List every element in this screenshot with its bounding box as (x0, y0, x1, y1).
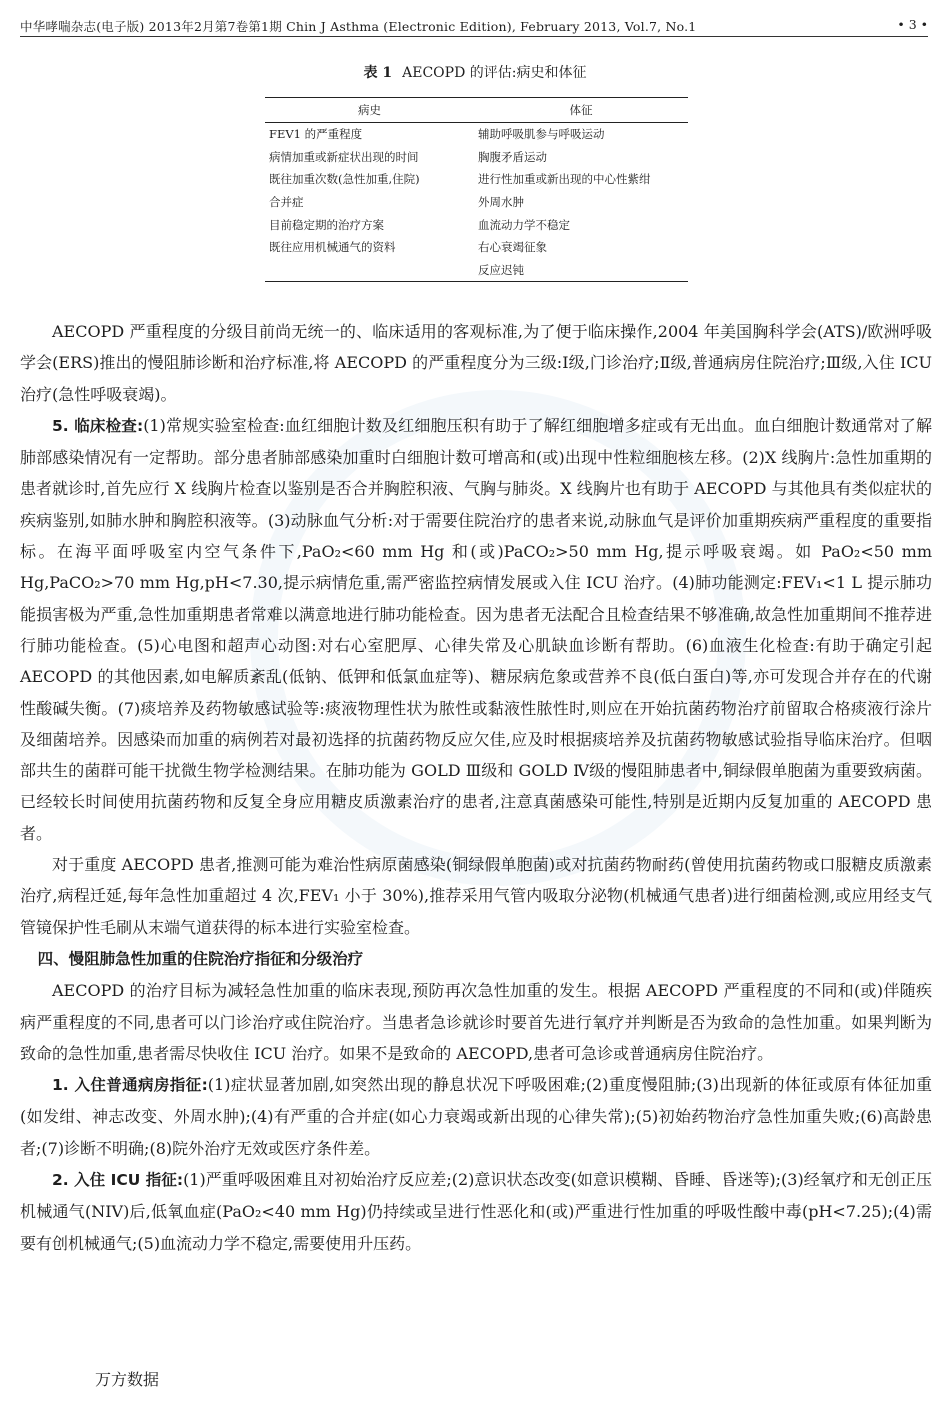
paragraph-clinical-exams (20, 410, 932, 849)
page-number: • 3 • (897, 17, 928, 32)
paragraph-severe-aecopd: 对于重度 AECOPD 患者,推测可能为难治性病原菌感染(铜绿假单胞菌)或对抗菌药物耐药(曾使用抗菌药物或口服糖皮质激素治疗,病程迁延,每年急性加重超过 4 次,FEV₁ 小于 30%),推荐采用气管内吸取分泌物(机械通气患者)进行细菌检测,或应用经支气管镜保护性毛刷从末端气道获得的标本进行实验室检查。 (20, 855, 932, 937)
paragraph-severity: AECOPD 严重程度的分级目前尚无统一的、临床适用的客观标准,为了便于临床操作,2004 年美国胸科学会(ATS)/欧洲呼吸学会(ERS)推出的慢阻肺诊断和治疗标准,将 AECOPD 的严重程度分为三级:Ⅰ级,门诊治疗;Ⅱ级,普通病房住院治疗;Ⅲ级,入住 ICU 治疗(急性呼吸衰竭)。 (20, 322, 932, 404)
paragraph-text: (1)严重呼吸困难且对初始治疗反应差;(2)意识状态改变(如意识模糊、昏睡、昏迷等);(3)经氧疗和无创正压机械通气(NIV)后,低氧血症(PaO₂<40 mm Hg)仍持续或呈进行性恶化和(或)严重进行性加重的呼吸性酸中毒(pH<7.25);(4)需要有创机械通气;(5)血流动力学不稳定,需要使用升压药。 (20, 1170, 932, 1253)
journal-citation: 中华哮喘杂志(电子版) 2013年2月第7卷第1期 Chin J Asthma (Electronic Edition), February 2013, Vol.7, No.1 (20, 19, 697, 34)
assessment-table (265, 97, 688, 282)
table-row (265, 213, 688, 236)
table-cell: 病情加重或新症状出现的时间 (269, 149, 419, 164)
table-title: AECOPD 的评估:病史和体征 (402, 65, 587, 81)
table-row (265, 168, 688, 191)
subheading-clinical-exams: 5. 临床检查: (52, 416, 144, 435)
subheading-icu: 2. 入住 ICU 指征: (52, 1171, 184, 1190)
section-heading-text: 四、慢阻肺急性加重的住院治疗指征和分级治疗 (37, 949, 364, 968)
wanfang-watermark: 万方数据 (95, 1370, 160, 1389)
paragraph-treatment-goal: AECOPD 的治疗目标为减轻急性加重的临床表现,预防再次急性加重的发生。根据 AECOPD 严重程度的不同和(或)伴随疾病严重程度的不同,患者可以门诊治疗或住院治疗。当患者急诊就诊时要首先进行氧疗并判断是否为致命的急性加重。如果判断为致命的急性加重,患者需尽快收住 ICU 治疗。如果不是致命的 AECOPD,患者可急诊或普通病房住院治疗。 (20, 981, 932, 1063)
running-header (20, 14, 928, 37)
column-header-history: 病史 (265, 98, 474, 123)
table-cell: 右心衰竭征象 (478, 240, 547, 255)
table-row (265, 123, 688, 146)
table-cell: 辅助呼吸肌参与呼吸运动 (478, 127, 605, 142)
table-cell: 既往应用机械通气的资料 (269, 240, 396, 255)
table-cell (265, 259, 474, 282)
table-caption (0, 62, 950, 82)
table-cell: 反应迟钝 (474, 259, 688, 282)
subheading-ward: 1. 入住普通病房指征: (52, 1076, 208, 1095)
article-body (20, 316, 932, 1259)
table-cell: FEV1 的严重程度 (269, 127, 363, 142)
section-heading (20, 943, 932, 975)
paragraph-text: (1)常规实验室检查:血红细胞计数及红细胞压积有助于了解红细胞增多症或有无出血。血白细胞计数通常对了解肺部感染情况有一定帮助。部分患者肺部感染加重时白细胞计数可增高和(或)出现中性粒细胞核左移。(2)X 线胸片:急性加重期的患者就诊时,首先应行 X 线胸片检查以鉴别是否合并胸腔积液、气胸与肺炎。X 线胸片也有助于 AECOPD 与其他具有类似症状的疾病鉴别,如肺水肿和胸腔积液等。(3)动脉血气分析:对于需要住院治疗的患者来说,动脉血气是评价加重期疾病严重程度的重要指标。在海平面呼吸室内空气条件下,PaO₂<60 mm Hg 和(或)PaCO₂>50 mm Hg,提示呼吸衰竭。如 PaO₂<50 mm Hg,PaCO₂>70 mm Hg,pH<7.30,提示病情危重,需严密监控病情发展或入住 ICU 治疗。(4)肺功能测定:FEV₁<1 L 提示肺功能损害极为严重,急性加重期患者常难以满意地进行肺功能检查。因为患者无法配合且检查结果不够准确,故急性加重期间不推荐进行肺功能检查。(5)心电图和超声心动图:对右心室肥厚、心律失常及心肌缺血诊断有帮助。(6)血液生化检查:有助于确定引起 AECOPD 的其他因素,如电解质紊乱(低钠、低钾和低氯血症等)、糖尿病危象或营养不良(低白蛋白)等,亦可发现合并存在的代谢性酸碱失衡。(7)痰培养及药物敏感试验等:痰液物理性状为脓性或黏液性脓性时,则应在开始抗菌药物治疗前留取合格痰液行涂片及细菌培养。因感染而加重的病例若对最初选择的抗菌药物反应欠佳,应及时根据痰培养及抗菌药物敏感试验指导临床治疗。但咽部共生的菌群可能干扰微生物学检测结果。在肺功能为 GOLD Ⅲ级和 GOLD Ⅳ级的慢阻肺患者中,铜绿假单胞菌为重要致病菌。已经较长时间使用抗菌药物和反复全身应用糖皮质激素治疗的患者,注意真菌感染可能性,特别是近期内反复加重的 AECOPD 患者。 (20, 415, 932, 843)
table-label: 表 1 (363, 65, 393, 81)
column-header-signs: 体征 (474, 98, 688, 123)
paragraph-icu-indications (20, 1164, 932, 1259)
paragraph-text: (1)症状显著加剧,如突然出现的静息状况下呼吸困难;(2)重度慢阻肺;(3)出现新的体征或原有体征加重(如发绀、神志改变、外周水肿);(4)有严重的合并症(如心力衰竭或新出现的心律失常);(5)初始药物治疗急性加重失败;(6)高龄患者;(7)诊断不明确;(8)院外治疗无效或医疗条件差。 (20, 1075, 932, 1158)
table-row (265, 236, 688, 259)
table-cell: 合并症 (269, 195, 304, 210)
table-row (265, 259, 688, 282)
table-cell: 进行性加重或新出现的中心性紫绀 (478, 172, 651, 187)
table-cell: 外周水肿 (478, 195, 524, 210)
table-row (265, 146, 688, 169)
table-cell: 胸腹矛盾运动 (478, 149, 547, 164)
table-row (265, 191, 688, 214)
paragraph-ward-indications (20, 1069, 932, 1164)
table-cell: 目前稳定期的治疗方案 (269, 217, 384, 232)
table-cell: 血流动力学不稳定 (478, 217, 570, 232)
table-header-row (265, 98, 688, 123)
table-cell: 既往加重次数(急性加重,住院) (269, 172, 420, 187)
